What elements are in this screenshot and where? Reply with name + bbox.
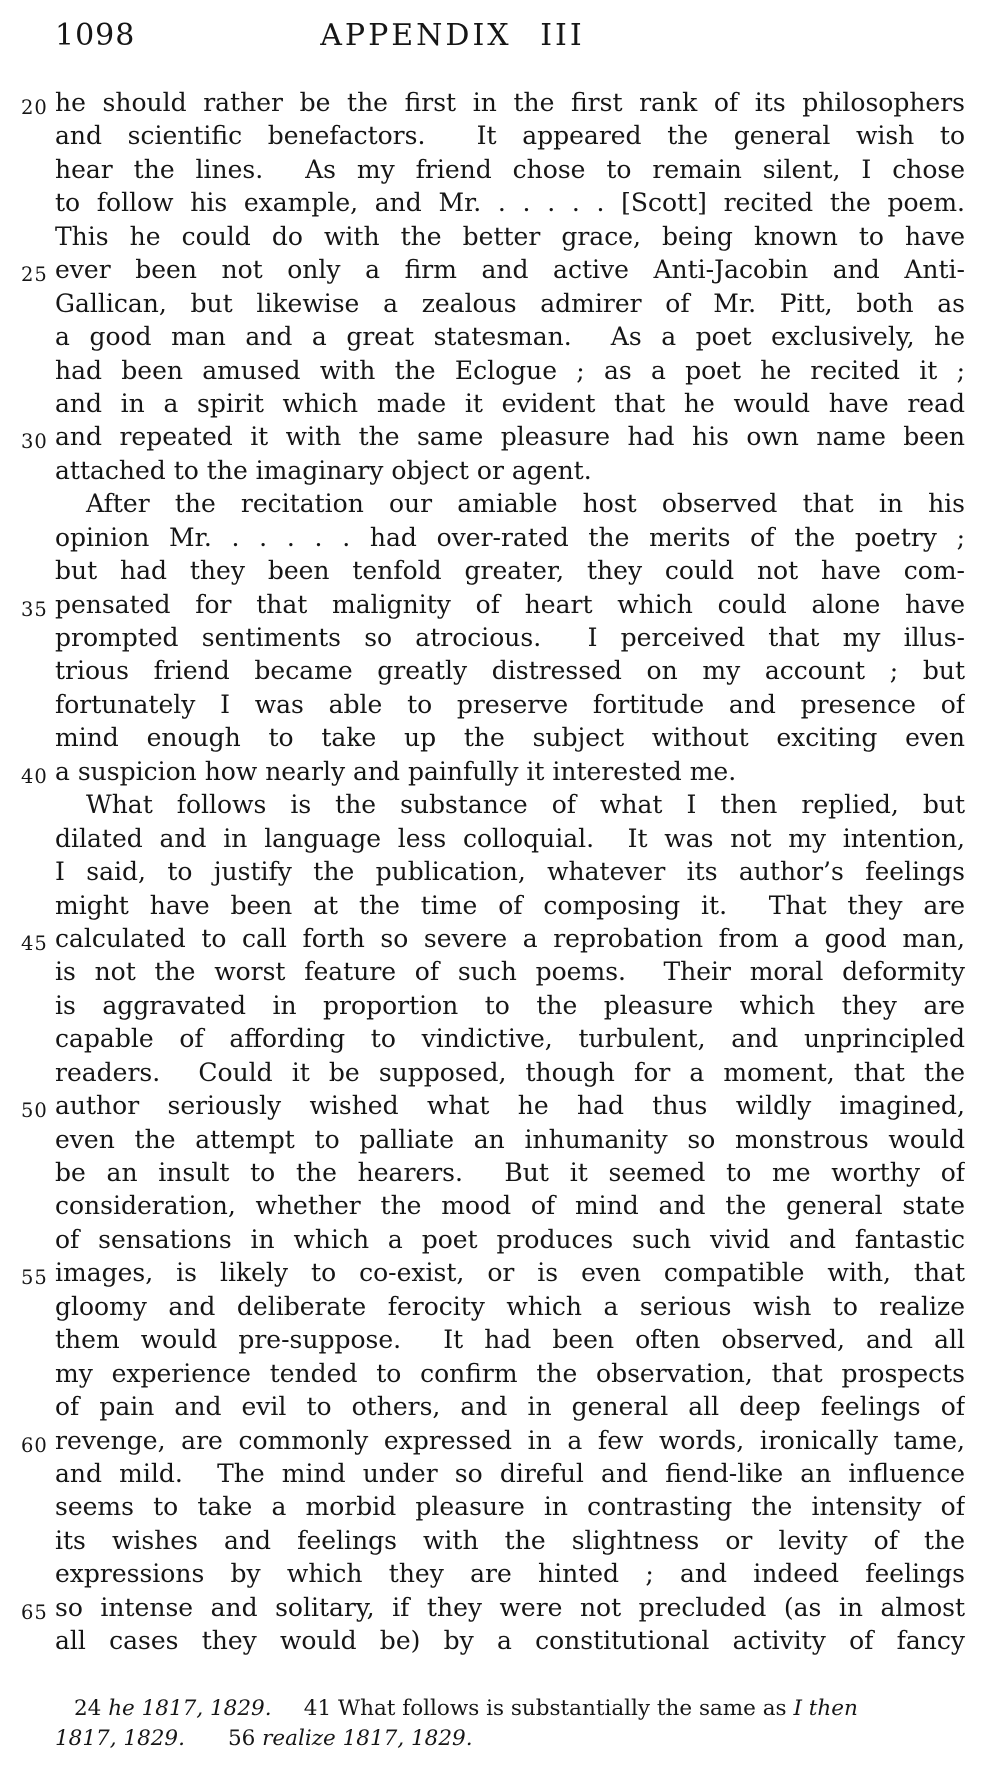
text-line [21,86,965,119]
line-number: 25 [21,263,48,287]
line-text: but had they been tenfold greater, they could not have com- [55,556,965,586]
line-text: them would pre-suppose. It had been often observed, and all [55,1325,965,1355]
line-text: revenge, are commonly expressed in a few words, ironically tame, [55,1425,965,1455]
text-line [21,755,965,788]
line-number: 45 [21,931,48,955]
line-text: prompted sentiments so atrocious. I perceived that my illus- [55,623,965,652]
text-line [21,420,965,454]
text-line [21,588,965,621]
footnote-text [272,1696,304,1721]
line-text: and scientific benefactors. It appeared the general wish to [55,121,965,151]
line-number: 40 [21,764,48,788]
text-line [55,1390,965,1423]
text-line [55,989,965,1022]
line-text: What follows is the substance of what I then replied, but [86,790,965,820]
text-line [55,855,965,888]
text-line [55,688,965,721]
footnote-line [55,1694,935,1724]
text-line [55,387,965,420]
line-text: seems to take a morbid pleasure in contrasting the intensity of [55,1492,965,1522]
running-head: APPENDIX III [320,18,585,53]
line-number: 20 [21,96,48,119]
text-line [55,1557,965,1590]
line-text: calculated to call forth so severe a reprobation from a good man, [55,923,965,953]
text-line [55,1022,965,1055]
line-number: 50 [21,1099,48,1123]
text-line [21,922,965,955]
text-line [55,220,965,253]
line-number: 30 [21,430,48,454]
line-text: be an insult to the hearers. But it seemed to me worthy of [55,1158,965,1187]
text-line [55,320,965,353]
line-text: to follow his example, and Mr. . . . . . [Scott] recited the poem. [55,188,965,218]
text-line [55,153,965,186]
line-text: so intense and solitary, if they were not precluded (as in almost [55,1592,965,1622]
text-line [55,1524,965,1557]
line-text: is aggravated in proportion to the pleasure which they are [55,990,965,1020]
line-text: and repeated it with the same pleasure had his own name been [55,422,965,452]
footnote-text: 24 [74,1696,109,1721]
text-line [55,119,965,152]
text-line [21,1256,965,1290]
line-text: author seriously wished what he had thus wildly imagined, [55,1091,965,1121]
text-line [55,1223,965,1256]
line-text: hear the lines. As my friend chose to remain silent, I chose [55,154,965,184]
line-text: expressions by which they are hinted ; and indeed feelings [55,1559,965,1589]
footnotes [55,1694,935,1754]
text-line [55,1357,965,1390]
footnote-text [185,1726,228,1751]
footnote-variant-text: realize 1817, 1829. [262,1726,473,1751]
text-line [55,554,965,587]
text-line [55,788,965,821]
line-number: 65 [21,1600,48,1624]
line-text: and in a spirit which made it evident that he would have read [55,388,965,418]
line-text: opinion Mr. . . . . . had over-rated the merits of the poetry ; [55,522,965,552]
line-text: readers. Could it be supposed, though for a moment, that the [55,1057,965,1087]
line-text: images, is likely to co-exist, or is even compatible with, that [55,1258,965,1288]
line-text: attached to the imaginary object or agent. [55,455,592,485]
text-line [55,889,965,922]
text-line [55,1624,965,1657]
text-line [55,1490,965,1523]
line-text: gloomy and deliberate ferocity which a serious wish to realize [55,1291,965,1321]
text-block [21,86,965,1658]
line-text: he should rather be the first in the first rank of its philosophers [55,88,965,117]
line-text: capable of affording to vindictive, turbulent, and unprincipled [55,1024,965,1054]
text-line [55,955,965,988]
line-text: all cases they would be) by a constitutional activity of fancy [55,1626,965,1656]
line-text: ever been not only a firm and active Anti-Jacobin and Anti- [55,255,965,285]
text-line [55,354,965,387]
footnote-text: What follows is substantially the same as [338,1696,794,1721]
text-line [55,822,965,855]
text-line [55,654,965,687]
footnote-line [55,1724,935,1754]
line-text: fortunately I was able to preserve fortitude and presence of [55,689,965,719]
line-text: a good man and a great statesman. As a poet exclusively, he [55,322,965,352]
line-text: is not the worst feature of such poems. Their moral deformity [55,957,965,987]
page-number: 1098 [55,18,136,53]
footnote-variant-text: I then [793,1696,858,1721]
line-number: 55 [21,1266,48,1290]
text-line [55,621,965,654]
line-text: might have been at the time of composing it. That they are [55,890,965,920]
line-text: Gallican, but likewise a zealous admirer of Mr. Pitt, both as [55,288,965,318]
line-number: 35 [21,597,48,621]
line-text: This he could do with the better grace, being known to have [55,221,965,251]
line-text: of pain and evil to others, and in general all deep feelings of [55,1392,965,1422]
text-line [55,1457,965,1490]
text-line [55,186,965,219]
line-text: even the attempt to palliate an inhumanity so monstrous would [55,1124,965,1154]
line-text: mind enough to take up the subject without exciting even [55,723,965,753]
text-line [55,1323,965,1356]
footnote-variant-text: he 1817, 1829. [108,1696,272,1721]
footnote-text: 41 [303,1696,338,1721]
text-line [55,487,965,520]
text-line [55,287,965,320]
line-text: I said, to justify the publication, whatever its author’s feelings [55,857,965,887]
text-line [55,1056,965,1089]
text-line [21,253,965,287]
text-line [55,721,965,754]
line-text: trious friend became greatly distressed on my account ; but [55,656,965,686]
footnote-text: 56 [227,1726,263,1751]
text-line [55,1123,965,1156]
line-text: pensated for that malignity of heart which could alone have [55,589,965,619]
footnote-variant-text: 1817, 1829. [55,1726,185,1751]
text-line [21,1424,965,1457]
text-line [55,521,965,554]
text-line [21,1089,965,1123]
line-text: had been amused with the Eclogue ; as a poet he recited it ; [55,355,965,385]
line-text: its wishes and feelings with the slightness or levity of the [55,1525,965,1555]
text-line [55,1189,965,1222]
line-text: my experience tended to confirm the observation, that prospects [55,1358,965,1388]
line-text: of sensations in which a poet produces such vivid and fantastic [55,1224,965,1254]
line-text: dilated and in language less colloquial. It was not my intention, [55,823,965,853]
text-line [55,454,965,487]
line-text: a suspicion how nearly and painfully it interested me. [55,756,737,786]
line-text: and mild. The mind under so direful and fiend-like an influence [55,1458,965,1488]
line-text: After the recitation our amiable host observed that in his [86,489,965,519]
text-line [55,1290,965,1323]
text-line [55,1156,965,1189]
page-header [0,12,1000,58]
text-line [21,1591,965,1624]
line-number: 60 [21,1433,48,1457]
line-text: consideration, whether the mood of mind and the general state [55,1191,965,1221]
